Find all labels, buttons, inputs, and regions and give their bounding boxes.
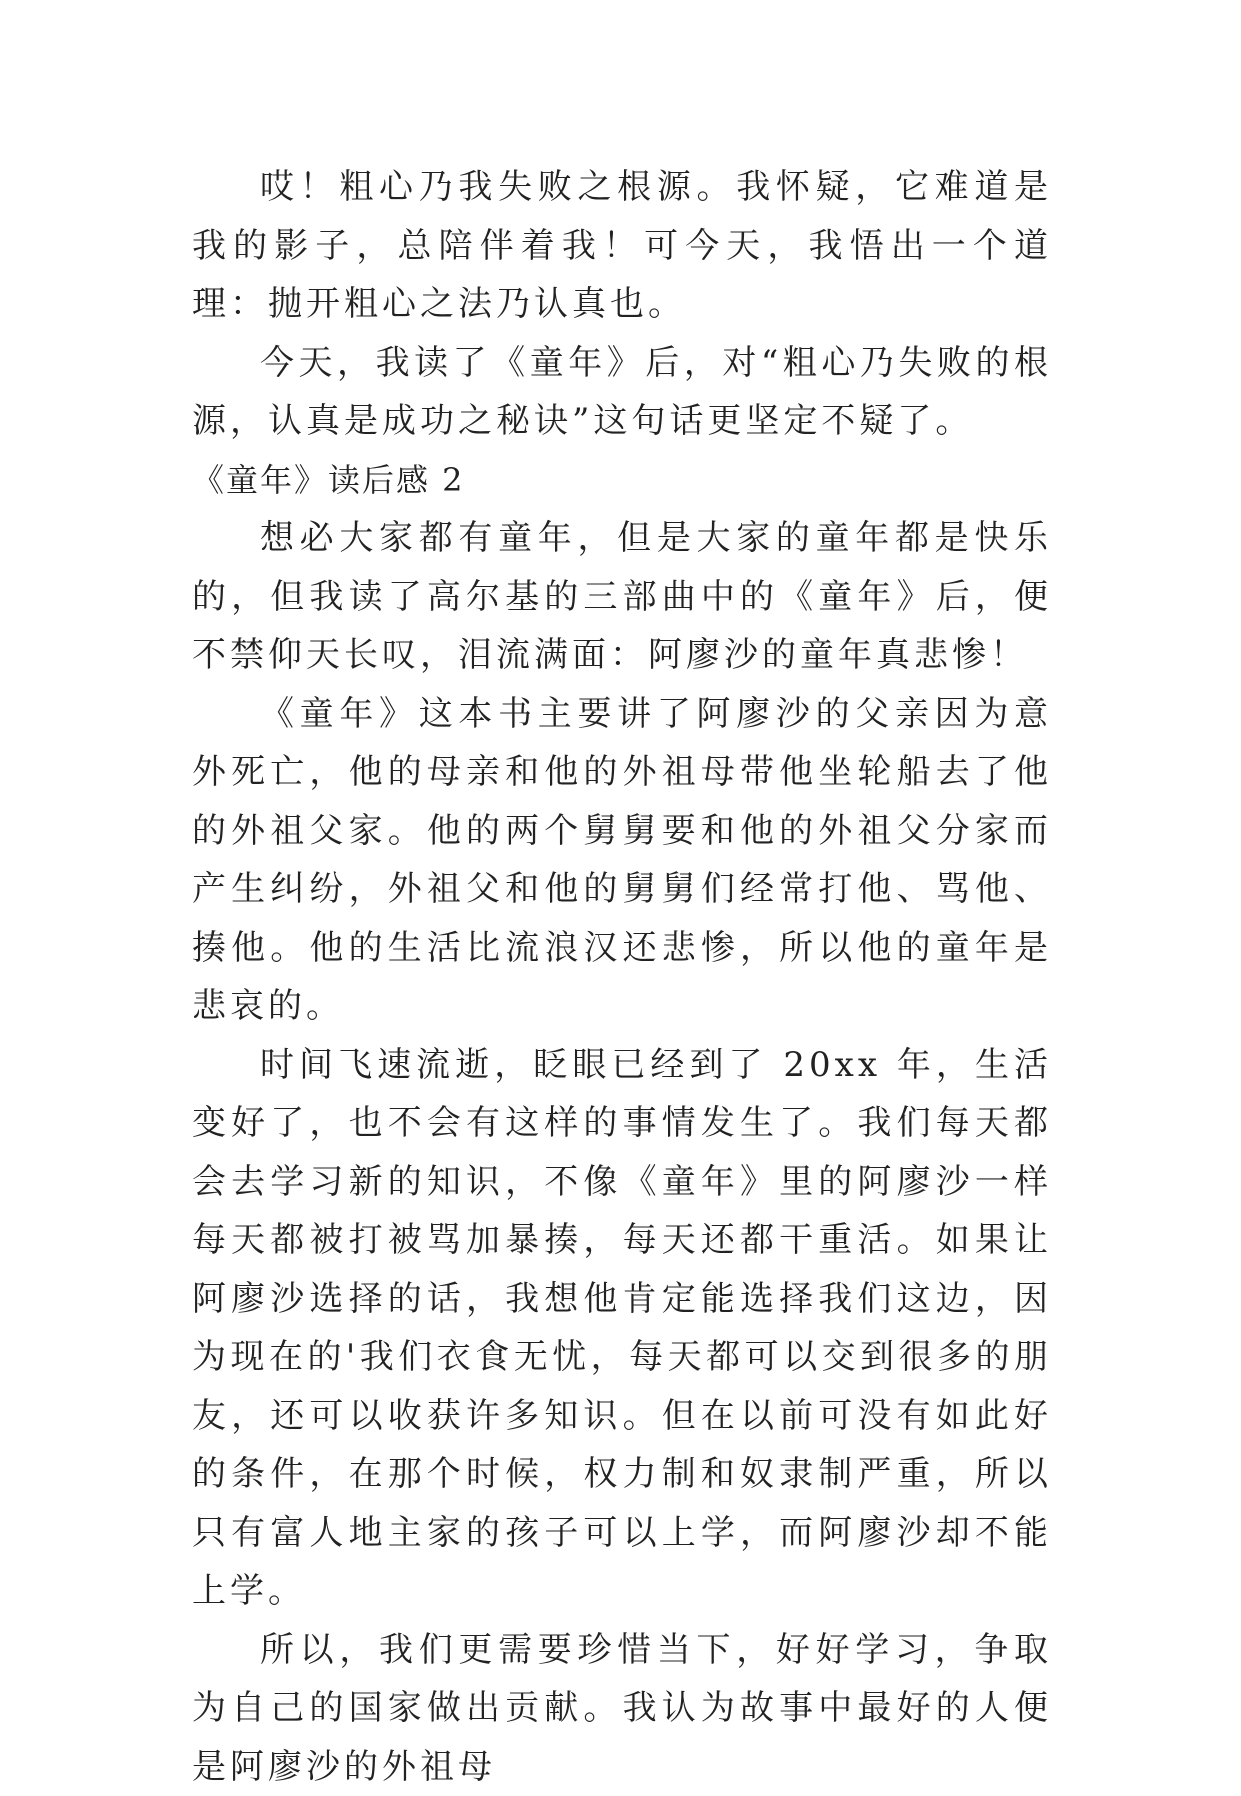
- paragraph-cherish-present: 所以，我们更需要珍惜当下，好好学习，争取为自己的国家做出贡献。我认为故事中最好的人便是阿廖沙的外祖母: [192, 1621, 1052, 1796]
- paragraph-time-passes: 时间飞速流逝，眨眼已经到了 20xx 年，生活变好了，也不会有这样的事情发生了。我们每天都会去学习新的知识，不像《童年》里的阿廖沙一样每天都被打被骂加暴揍，每天还都干重活。如果让阿廖沙选择的话，我想他肯定能选择我们这边，因为现在的'我们衣食无忧，每天都可以交到很多的朋友，还可以收获许多知识。但在以前可没有如此好的条件，在那个时候，权力制和奴隶制严重，所以只有富人地主家的孩子可以上学，而阿廖沙却不能上学。: [192, 1036, 1052, 1621]
- paragraph-childhood-intro: 想必大家都有童年，但是大家的童年都是快乐的，但我读了高尔基的三部曲中的《童年》后，便不禁仰天长叹，泪流满面：阿廖沙的童年真悲惨！: [192, 509, 1052, 685]
- paragraph-after-reading: 今天，我读了《童年》后，对“粗心乃失败的根源，认真是成功之秘诀”这句话更坚定不疑了。: [192, 334, 1052, 451]
- paragraph-careless-root: 哎！粗心乃我失败之根源。我怀疑，它难道是我的影子，总陪伴着我！可今天，我悟出一个道理：抛开粗心之法乃认真也。: [192, 158, 1052, 334]
- section-title: 《童年》读后感 2: [192, 451, 1052, 510]
- document-body: [192, 158, 1052, 1796]
- paragraph-book-summary: 《童年》这本书主要讲了阿廖沙的父亲因为意外死亡，他的母亲和他的外祖母带他坐轮船去了他的外祖父家。他的两个舅舅要和他的外祖父分家而产生纠纷，外祖父和他的舅舅们经常打他、骂他、揍他。他的生活比流浪汉还悲惨，所以他的童年是悲哀的。: [192, 685, 1052, 1036]
